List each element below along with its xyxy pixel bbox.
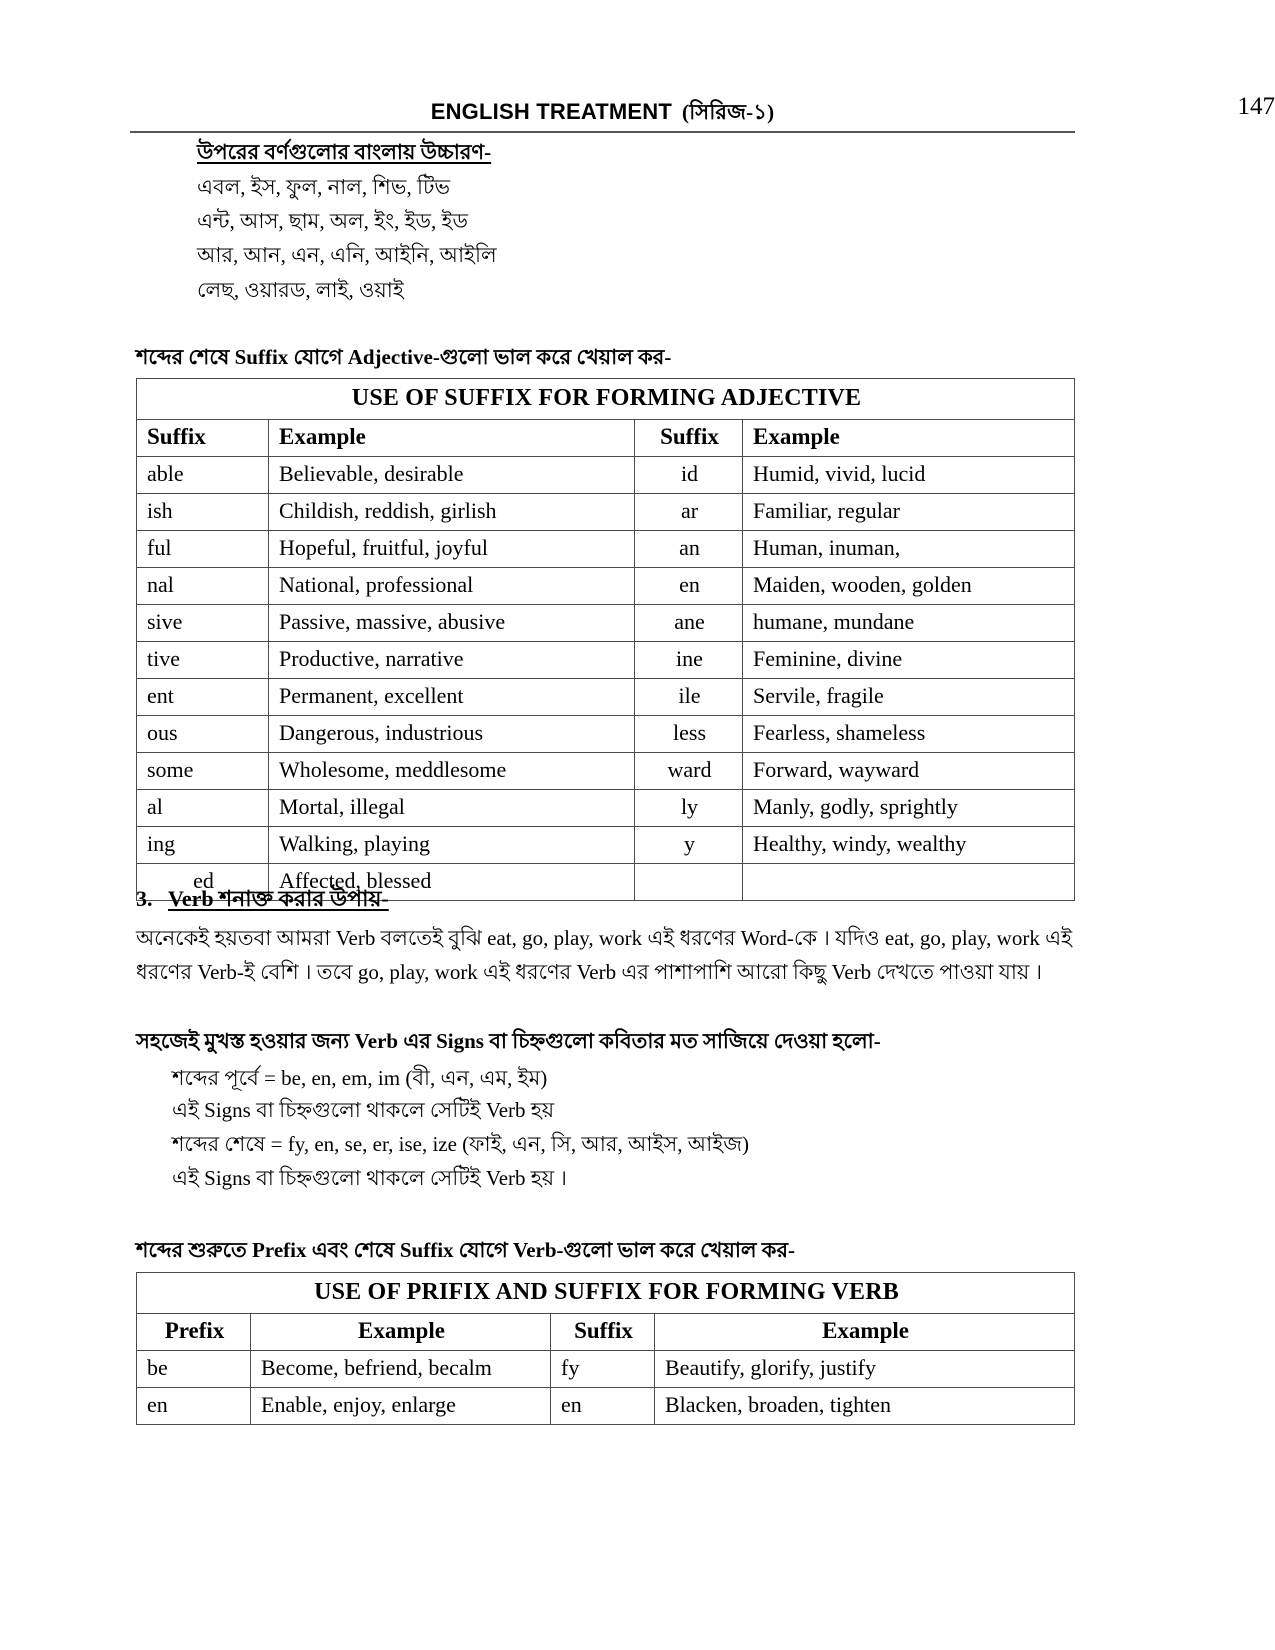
cell-example-left: Believable, desirable (269, 457, 635, 494)
cell-suffix-right: y (635, 827, 743, 864)
table-title-row (137, 379, 1075, 420)
verb-section-heading (136, 888, 389, 910)
cell-example-left: Wholesome, meddlesome (269, 753, 635, 790)
cell-example-left: Enable, enjoy, enlarge (251, 1388, 551, 1425)
header-title-english: ENGLISH TREATMENT (430, 99, 673, 124)
cell-suffix-right: ar (635, 494, 743, 531)
cell-example-left: Permanent, excellent (269, 679, 635, 716)
cell-suffix: en (551, 1388, 655, 1425)
header-suffix: Suffix (551, 1314, 655, 1351)
verb-paragraph-line-2: ধরণের Verb-ই বেশি । তবে go, play, work এই ধরণের Verb এর পাশাপাশি আরো কিছু Verb দেখতে পাওয়া যায় । (136, 960, 1043, 984)
adjective-suffix-table (136, 378, 1075, 901)
cell-example-left: Hopeful, fruitful, joyful (269, 531, 635, 568)
cell-example-right: Fearless, shameless (743, 716, 1075, 753)
cell-suffix-left: tive (137, 642, 269, 679)
verb-paragraph-line-1: অনেকেই হয়তবা আমরা Verb বলতেই বুঝি eat, go, play, work এই ধরণের Word-কে । যদিও eat, go, play, work এই (136, 926, 1072, 950)
header-suffix-left: Suffix (137, 420, 269, 457)
header-example-left: Example (251, 1314, 551, 1351)
verb-prefix-suffix-table (136, 1272, 1075, 1425)
pronunciation-heading: উপরের বর্ণগুলোর বাংলায় উচ্চারণ- (197, 140, 492, 164)
cell-example-right: Healthy, windy, wealthy (743, 827, 1075, 864)
header-title-bengali: (সিরিজ-১) (682, 100, 775, 124)
header-example-right: Example (743, 420, 1075, 457)
cell-example-right: Blacken, broaden, tighten (655, 1388, 1075, 1425)
header-prefix: Prefix (137, 1314, 251, 1351)
cell-suffix-left: ish (137, 494, 269, 531)
cell-example-right: Feminine, divine (743, 642, 1075, 679)
cell-suffix-left: ed (137, 864, 269, 901)
table-row (137, 605, 1075, 642)
cell-suffix-left: ous (137, 716, 269, 753)
page-number: 147 (1237, 93, 1275, 120)
table-row (137, 679, 1075, 716)
cell-suffix-left: ent (137, 679, 269, 716)
cell-suffix-right: ly (635, 790, 743, 827)
cell-suffix-left: sive (137, 605, 269, 642)
cell-suffix-right: en (635, 568, 743, 605)
cell-example-right: Human, inuman, (743, 531, 1075, 568)
table-row (137, 716, 1075, 753)
cell-suffix-left: able (137, 457, 269, 494)
table-header-row (137, 420, 1075, 457)
verb-section-heading-text: Verb শনাক্ত করার উপায়- (168, 886, 389, 911)
table-row (137, 568, 1075, 605)
cell-example-left: Productive, narrative (269, 642, 635, 679)
cell-prefix: be (137, 1351, 251, 1388)
header-suffix-right: Suffix (635, 420, 743, 457)
verb-signs-line-4: এই Signs বা চিহ্নগুলো থাকলে সেটিই Verb হয় । (172, 1166, 567, 1190)
table-row (137, 494, 1075, 531)
header-divider (130, 131, 1075, 133)
table-row (137, 1351, 1075, 1388)
cell-suffix-left: ful (137, 531, 269, 568)
cell-suffix-right: ane (635, 605, 743, 642)
cell-example-left: Passive, massive, abusive (269, 605, 635, 642)
cell-example-right: humane, mundane (743, 605, 1075, 642)
cell-example-left: Become, befriend, becalm (251, 1351, 551, 1388)
cell-example-right: Familiar, regular (743, 494, 1075, 531)
cell-suffix-right: ile (635, 679, 743, 716)
cell-suffix-left: al (137, 790, 269, 827)
table-row (137, 790, 1075, 827)
table-row (137, 827, 1075, 864)
pronunciation-line-3: আর, আন, এন, এনি, আইনি, আইলি (197, 243, 497, 267)
cell-example-right (743, 864, 1075, 901)
verb-section-number: 3. (136, 886, 153, 911)
cell-example-left: Dangerous, industrious (269, 716, 635, 753)
verb-signs-line-2: এই Signs বা চিহ্নগুলো থাকলে সেটিই Verb হয় (172, 1098, 555, 1122)
page-header (130, 96, 1075, 131)
cell-prefix: en (137, 1388, 251, 1425)
pronunciation-line-4: লেছ, ওয়ারড, লাই, ওয়াই (197, 278, 404, 302)
cell-suffix-right: ine (635, 642, 743, 679)
cell-suffix-right: id (635, 457, 743, 494)
table-row (137, 753, 1075, 790)
table-row (137, 531, 1075, 568)
cell-example-right: Humid, vivid, lucid (743, 457, 1075, 494)
adjective-table-intro: শব্দের শেষে Suffix যোগে Adjective-গুলো ভাল করে খেয়াল কর- (136, 345, 672, 369)
cell-example-left: National, professional (269, 568, 635, 605)
cell-example-left: Mortal, illegal (269, 790, 635, 827)
header-example-right: Example (655, 1314, 1075, 1351)
table-header-row (137, 1314, 1075, 1351)
cell-example-left: Affected, blessed (269, 864, 635, 901)
pronunciation-line-1: এবল, ইস, ফুল, নাল, শিভ, টিভ (197, 175, 451, 199)
cell-example-right: Manly, godly, sprightly (743, 790, 1075, 827)
table-title-row (137, 1273, 1075, 1314)
verb-signs-line-1: শব্দের পূর্বে = be, en, em, im (বী, এন, এম, ইম) (172, 1066, 548, 1090)
verb-signs-intro: সহজেই মুখস্ত হওয়ার জন্য Verb এর Signs বা চিহ্নগুলো কবিতার মত সাজিয়ে দেওয়া হলো- (136, 1029, 881, 1053)
adjective-table-title: USE OF SUFFIX FOR FORMING ADJECTIVE (137, 379, 1075, 420)
cell-example-right: Forward, wayward (743, 753, 1075, 790)
cell-suffix: fy (551, 1351, 655, 1388)
cell-suffix-right: less (635, 716, 743, 753)
cell-suffix-right: ward (635, 753, 743, 790)
cell-example-left: Walking, playing (269, 827, 635, 864)
cell-example-left: Childish, reddish, girlish (269, 494, 635, 531)
cell-example-right: Beautify, glorify, justify (655, 1351, 1075, 1388)
cell-example-right: Maiden, wooden, golden (743, 568, 1075, 605)
cell-suffix-left: ing (137, 827, 269, 864)
header-example-left: Example (269, 420, 635, 457)
table-row (137, 1388, 1075, 1425)
cell-suffix-left: some (137, 753, 269, 790)
pronunciation-line-2: এন্ট, আস, ছাম, অল, ইং, ইড, ইড (197, 209, 468, 233)
cell-example-right: Servile, fragile (743, 679, 1075, 716)
cell-suffix-right (635, 864, 743, 901)
verb-table-intro: শব্দের শুরুতে Prefix এবং শেষে Suffix যোগে Verb-গুলো ভাল করে খেয়াল কর- (136, 1238, 796, 1262)
table-row (137, 642, 1075, 679)
cell-suffix-right: an (635, 531, 743, 568)
verb-signs-line-3: শব্দের শেষে = fy, en, se, er, ise, ize (ফাই, এন, সি, আর, আইস, আইজ) (172, 1132, 749, 1156)
table-row (137, 457, 1075, 494)
verb-table-title: USE OF PRIFIX AND SUFFIX FOR FORMING VERB (137, 1273, 1075, 1314)
header-title (431, 96, 775, 131)
cell-suffix-left: nal (137, 568, 269, 605)
